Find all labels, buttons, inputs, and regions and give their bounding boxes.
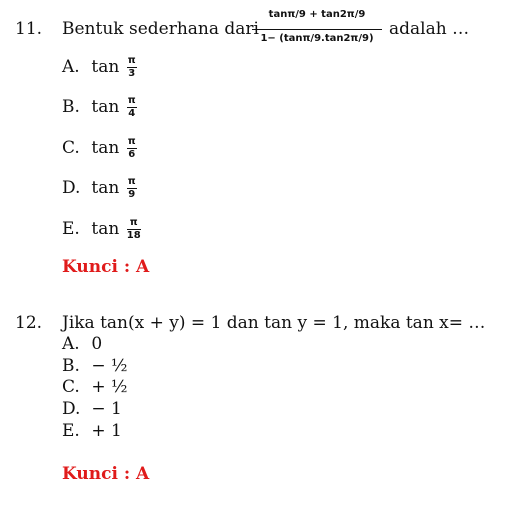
question-stem: Jika tan(x + y) = 1 dan tan y = 1, maka tan x= … xyxy=(62,313,486,333)
fraction-bar xyxy=(252,29,382,30)
option-d xyxy=(62,176,137,201)
option-a xyxy=(62,55,137,80)
option-denominator: 6 xyxy=(128,149,136,160)
option-denominator: 18 xyxy=(126,230,141,241)
option-numerator: π xyxy=(127,176,136,187)
option-fraction xyxy=(127,217,141,242)
question-number: 11. xyxy=(15,19,43,39)
option-letter: B. xyxy=(62,97,80,117)
option-value: − 1 xyxy=(91,399,122,419)
expression-fraction xyxy=(252,9,382,51)
option-func: tan xyxy=(91,219,120,239)
option-fraction xyxy=(127,95,137,120)
option-numerator: π xyxy=(127,95,136,106)
answer-key: Kunci : A xyxy=(62,464,150,484)
option-letter: E. xyxy=(62,421,80,441)
option-fraction xyxy=(127,176,137,201)
option-letter: A. xyxy=(62,334,80,354)
option-c xyxy=(62,136,137,161)
option-fraction xyxy=(127,136,137,161)
option-func: tan xyxy=(91,57,120,77)
option-numerator: π xyxy=(127,136,136,147)
question-stem-end: adalah … xyxy=(389,19,470,39)
question-stem: Bentuk sederhana dari xyxy=(62,19,259,39)
option-b xyxy=(62,356,128,376)
fraction-denominator: 1− (tanπ/9.tan2π/9) xyxy=(260,33,374,44)
option-e xyxy=(62,217,141,242)
option-letter: A. xyxy=(62,57,80,77)
option-func: tan xyxy=(91,138,120,158)
option-b xyxy=(62,95,137,120)
option-fraction xyxy=(127,55,137,80)
option-numerator: π xyxy=(127,217,141,230)
option-letter: C. xyxy=(62,138,80,158)
option-denominator: 9 xyxy=(128,189,136,200)
option-letter: B. xyxy=(62,356,80,376)
option-value: + ½ xyxy=(91,377,128,397)
option-c xyxy=(62,377,128,397)
option-letter: D. xyxy=(62,178,81,198)
option-func: tan xyxy=(91,97,120,117)
option-d xyxy=(62,399,122,419)
option-func: tan xyxy=(91,178,120,198)
option-value: + 1 xyxy=(91,421,122,441)
question-number: 12. xyxy=(15,313,43,333)
option-numerator: π xyxy=(127,55,136,66)
option-letter: C. xyxy=(62,377,80,397)
option-e xyxy=(62,421,122,441)
option-letter: E. xyxy=(62,219,80,239)
option-denominator: 4 xyxy=(128,108,136,119)
answer-key: Kunci : A xyxy=(62,257,150,277)
option-letter: D. xyxy=(62,399,81,419)
option-value: 0 xyxy=(91,334,103,354)
option-a xyxy=(62,334,102,354)
fraction-numerator: tanπ/9 + tan2π/9 xyxy=(268,9,366,20)
option-value: − ½ xyxy=(91,356,128,376)
option-denominator: 3 xyxy=(128,68,136,79)
